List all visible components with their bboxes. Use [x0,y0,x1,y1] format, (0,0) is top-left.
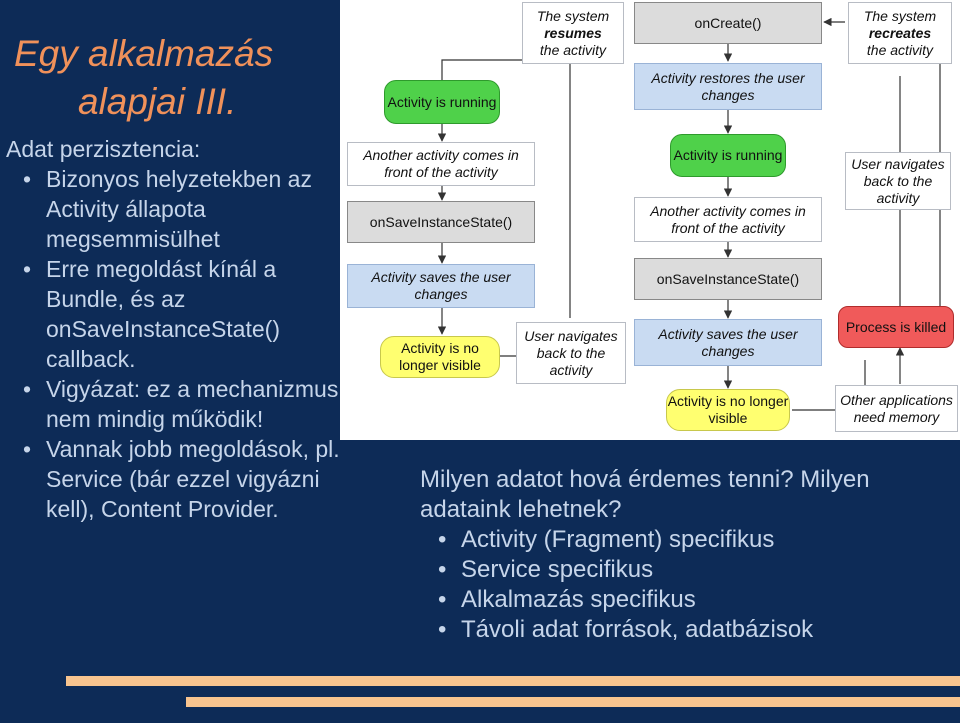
note-text-bold: recreates [868,24,932,41]
left-intro: Adat perzisztencia: [6,136,201,162]
onsaveinstancestate-mid: onSaveInstanceState() [634,258,822,300]
decorative-bar-top [66,676,960,686]
right-bullet: • Service specifikus [420,555,950,585]
right-body-text [420,465,950,645]
user-navigates-left-note: User navigates back to the activity [516,322,626,384]
right-bullet: • Távoli adat források, adatbázisok [420,615,950,645]
oncreate-method: onCreate() [634,2,822,44]
slide-title-line-2: alapjai III. [78,81,237,122]
right-intro: Milyen adatot hová érdemes tenni? Milyen adataink lehetnek? [420,466,870,523]
right-bullet: • Alkalmazás specifikus [420,585,950,615]
activity-saves-mid-event: Activity saves the user changes [634,319,822,366]
other-apps-note: Other applications need memory [835,385,958,432]
activity-restores-event: Activity restores the user changes [634,63,822,110]
user-navigates-right-note: User navigates back to the activity [845,152,951,210]
left-body-text [6,134,346,524]
left-bullet: • Erre megoldást kínál a Bundle, és az onSaveInstanceState() callback. [6,254,346,374]
note-text: The system [536,7,610,24]
left-bullet: • Vannak jobb megoldások, pl. Service (bár ezzel vigyázni kell), Content Provider. [6,434,346,524]
not-visible-left-state: Activity is no longer visible [380,336,500,378]
decorative-bar-bottom [186,697,960,707]
left-bullet: • Bizonyos helyzetekben az Activity állapota megsemmisülhet [6,164,346,254]
slide-title [14,30,344,126]
another-activity-mid-note: Another activity comes in front of the activity [634,197,822,242]
left-bullet: • Vigyázat: ez a mechanizmus nem mindig működik! [6,374,346,434]
left-bullet-list [6,164,346,524]
another-activity-left-note: Another activity comes in front of the activity [347,142,535,186]
activity-saves-left-event: Activity saves the user changes [347,264,535,308]
slide-title-line-1: Egy alkalmazás [14,33,274,74]
activity-running-mid: Activity is running [670,134,786,177]
note-text: The system [863,7,937,24]
right-bullet: • Activity (Fragment) specifikus [420,525,950,555]
process-killed-state: Process is killed [838,306,954,348]
activity-running-left: Activity is running [384,80,500,124]
system-recreates-note [848,2,952,64]
note-text: the activity [539,41,607,58]
right-bullet-list [420,525,950,645]
not-visible-mid-state: Activity is no longer visible [666,389,790,431]
connector-line [570,31,590,318]
note-text: the activity [866,41,934,58]
system-resumes-note [522,2,624,64]
onsaveinstancestate-left: onSaveInstanceState() [347,201,535,243]
note-text-bold: resumes [544,24,602,41]
activity-lifecycle-diagram [340,0,960,440]
